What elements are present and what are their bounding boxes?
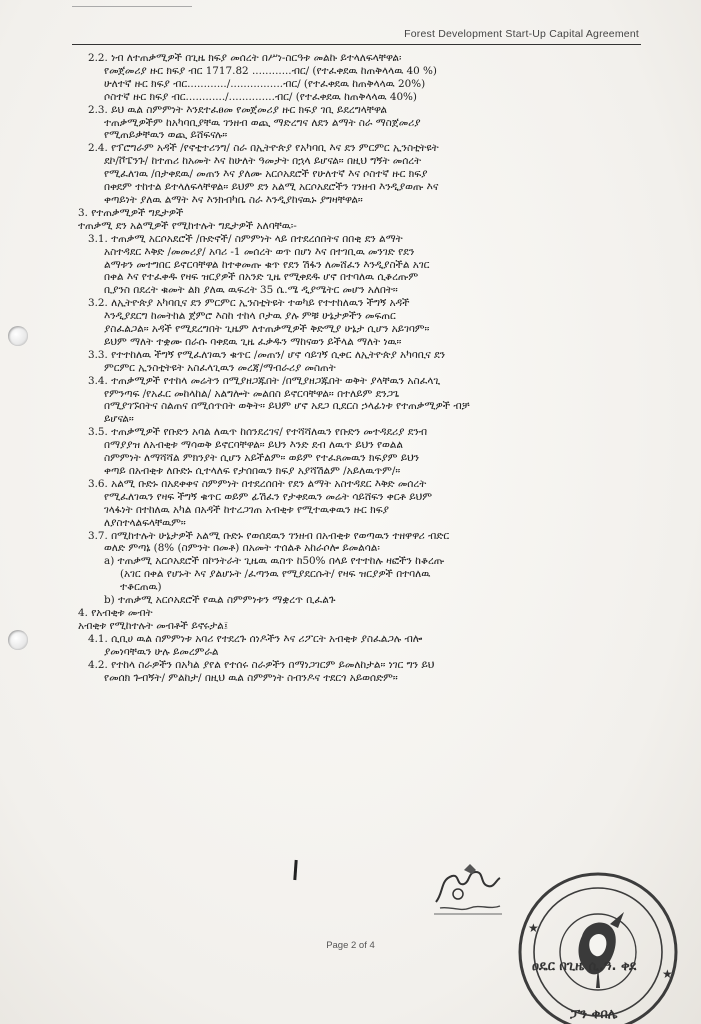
document-line: ልማቱን መተግበር ይኖርባቸዋል ከተቀመጡ ቁጥ የደን ሽፋን ለመሸፈን እንዲያስችል አገር	[104, 258, 430, 271]
scan-edge-mark	[72, 6, 192, 7]
document-line: ሁለተኛ ዙር ክፍያ ብር............/................ብር/ (የተፈቀደዉ ከጠቅላላዉ 20%)	[104, 77, 426, 90]
document-header: Forest Development Start-Up Capital Agreement	[404, 28, 639, 40]
document-line: 3.1. ተጠቃሚ አርሶአደሮች /ቡድኖች/ ስምምነት ላይ በተደረሰበትና በበቂ ደን ልማት	[88, 232, 403, 245]
document-line: 4.2. የተከላ ስራዎችን በአካል ያየል የተሰሩ ስራዎችን በማነጋገርም ይመለከታል። ነገር ግን ይህ	[88, 658, 435, 671]
document-line: ቢያንስ በደረት ቁመት ልክ ያለዉ ዉፍረት 35 ሴ.ሜ ዲያሜትር መሆን አለበት።	[104, 284, 398, 297]
document-line: የሚፈለገዉ /በታቀደዉ/ መጠን እና ያለሙ አርሶአደሮች የሁለተኛ እና ሶስተኛ ዙር ክፍያ	[104, 168, 428, 181]
document-line: 2.2. ነብ ለተጠቃሚዎች በጊዜ ክፍያ መሰረት በሥነ-ስርዓቱ መልኩ ይተላለፍላቸዋል፡	[88, 52, 402, 64]
document-line: 3.7. በሚከተሉት ሁኔታዎች አልሚ ቡድኑ የወሰደዉን ገንዘብ በአብቂቱ የወጣዉን ተዘዋዋሪ ብድር	[88, 529, 450, 542]
document-line: ያመነባቸዉን ሁሉ ይመረምራል	[104, 645, 219, 658]
document-line: አብቂቱ የሚከተሉት መብቶች ይኖሩታል፤	[78, 619, 229, 632]
page-number: Page 2 of 4	[326, 940, 375, 951]
document-line: ሶስተኛ ዙር ክፍያ ብር............/..............ብር/ (የተፈቀደዉ ከጠቅላላዉ 40%)	[104, 90, 417, 103]
document-line: 3. የተጠቃሚዎች ግዴታዎች	[78, 206, 184, 219]
document-line: 2.4. የፕሮግራም አዳች /የኖቲተሪንግ/ ስራ በኢትዮጵያ የአካባቢ እና ደን ምርምር ኢንስቲትዩት	[88, 142, 439, 155]
document-line: 2.3. ይህ ዉል ስምምነት እንደተፈፀመ የመጀመሪያ ዙር ክፍያ ገቢ ይደረግላቸዋል	[88, 103, 387, 116]
document-line: የመሰክ ጉብኝት/ ምልከታ/ በዚህ ዉል ስምምነት ስብንዶና ተደርጎ አይወሰድም።	[104, 671, 398, 684]
document-line: በማያያዝ ለአብቂቱ ማሳወቅ ይኖርባቸዋል። ይህን እንድ ደብ ለዉጥ ይህን የወልል	[104, 439, 403, 452]
punch-hole	[8, 630, 28, 650]
document-line: ይሆናል።	[104, 413, 134, 426]
document-line: ተጠቃሚዎችም ከአካባቢያቸዉ ገንዘብ ወጪ ማድረግና ለደን ልማት ስራ ማስጀመሪያ	[104, 116, 421, 129]
document-line: 3.6. አልሚ ቡድኑ በአደቀቀና ስምምነት በተደረሰበት የደን ልማት አስተዳደር እቅድ መሰረት	[88, 477, 427, 490]
document-line: ወለድ ምጣኔ (8% (ስምንት በመቶ) በአመት ተሰልቶ አከራሶሎ ይመልሳል፡	[104, 542, 380, 555]
document-line: ደኮ/ቮፔንጉ/ ከተጠሪ ከአመት እና ከሁለት ዓመታት በኋላ ይሆናል። በዚህ ግኝት መሰረት	[104, 155, 422, 168]
pen-mark	[293, 860, 297, 880]
document-line: a) ተጠቃሚ አርሶአደሮች በኮንትራት ጊዜዉ ዉስጥ ከ50% በላይ የተተከሉ ዛፎችን ከቆረጡ	[104, 555, 445, 568]
document-line: የምንጣፍ /የአፈር መከላከል/ አልግሎት መልበስ ይኖርባቸዋል። በተለይም ደንጋጌ	[104, 387, 400, 400]
document-line: 3.3. የተተከለዉ ችግኝ የሚፈለገዉን ቁጥር /መጠን/ ሆኖ ሳይገኝ ሲቀር ለኢትዮጵያ አካባቢና ደን	[88, 348, 446, 361]
document-line: የመጀመሪያ ዙር ክፍያ ብር 1717.82 ............ብር/ (የተፈቀደዉ ከጠቅላላዉ 40 %)	[104, 64, 437, 77]
document-line: የሚጠይቃቸዉን ወጪ ይሸፍናሉ።	[104, 129, 228, 142]
document-line: ቀጣይነት ያለዉ ልማት እና እንክብካቤ ስራ እንዲያከናዉኑ ያግዛቸዋል።	[104, 193, 363, 206]
document-line: በቀደም ተከተል ይተላለፍላቸዋል። ይህም ደን አልሚ አርሶአደሮችን ገንዘብ እንዲያወጡ እና	[104, 181, 439, 194]
document-line: ቀጣይ በአብቂቱ ለቡድኑ ሲተላለፍ የታሰበዉን ክፍያ አያሻሽልም /አይለዉጥም/።	[104, 465, 401, 477]
svg-text:★: ★	[662, 967, 673, 981]
document-line: ለያስተላልፍላቸዉም።	[104, 516, 186, 529]
document-line: ምርምር ኢንስቲትዩት አስፈላጊዉን መረጃ/ማብራሪያ መስጠት	[104, 361, 336, 374]
document-body	[64, 52, 639, 684]
document-line: 4. የአብቂቱ መብት	[78, 606, 153, 619]
document-line: b) ተጠቃሚ አርሶአደሮች የዉል ስምምነቱን ማቋረጥ ቢፈልጉ	[104, 594, 336, 607]
document-line: 3.5. ተጠቃሚዎች የቡድን አባል ለዉጥ ከሰንደረገና/ የተሻሻለዉን የቡድን መተዳደሪያ ደንብ	[88, 426, 428, 439]
signature-scribble	[430, 862, 506, 920]
header-rule	[72, 44, 641, 45]
document-line: ተቆርጠዉ)	[120, 581, 162, 594]
document-line: ስምምነት ለማሻሻል ምክንያት ሲሆን አይችልም። ወይም የተፈጸመዉን ክፍያም ይህን	[104, 452, 420, 465]
document-line: ያስፈልጋል። አዳች የሚደረግበት ጊዜም ለተጠቃሚዎች ቅድሚያ ሁኔታ ሲሆን አይገባም።	[104, 323, 430, 336]
document-line: ገላፋነት በተከለዉ አካል በአዳች ከተረጋገጠ አብቂቱ የሚተዉቀዉን ዙር ክፍያ	[104, 503, 389, 516]
document-line: በሚያገኙበትና ስልጠና በሚሰጥበት ወቅት። ይህም ሆኖ አደጋ ቢደርስ ኃላፊነቱ የተጠቃሚዎች ብቻ	[104, 400, 470, 413]
document-line: 3.4. ተጠቃሚዎች የተከላ መሬትን በሚያዘጋጁበት /በሚያዘጋጁበት ወቅት ያላቸዉን አስፈላጊ	[88, 374, 441, 387]
document-line: እንዲያደርግ ከመትከል ጀምሮ እስከ ተከላ ቦታዉ ያሉ ምቹ ሁኔታዎችን መፍጠር	[104, 310, 396, 323]
document-line: (አገር በቀል የሆኑት እና ያልሆኑት /ፈጣንዉ የሚያደርሱት/ የዛፍ ዝርያዎች በተባለዉ	[120, 568, 431, 581]
document-line: የሚፈለገዉን የዛፍ ችግኝ ቁጥር ወይም ፊሽፈን የታቀደዉን መሬት ሳይሸፍን ቀርቶ ይህም	[104, 490, 432, 503]
stamp-bottom-text: ፓን ቀበሌ	[570, 1007, 618, 1022]
document-line: 4.1. ሲቢሀ ዉል ስምምነቱ አባሪ የተደረጉ ሰነዶችን እና ሪፖርት አብቂቱ ያስፈልጋሉ ብሎ	[88, 632, 423, 645]
document-line: ይህም ማለት ተቋሙ በራሱ ባቀደዉ ጊዜ ፈቃዱን ማከናወን ይችላል ማለት ነዉ።	[104, 335, 402, 348]
document-line: ተጠቃሚ ደን አልሚዎች የሚከተሉት ግዴታዎች አለባቸዉ፡-	[78, 219, 297, 232]
svg-text:★: ★	[528, 921, 539, 935]
document-line: አስተዳደር እቅድ /መመሪያ/ አባሪ -1 መሰረት ወጥ በሆነ እና በተገቢዉ መንገድ የደን	[104, 245, 415, 258]
document-line: 3.2. ለኢትዮጵያ አካባቢና ደን ምርምር ኢንስቲትዩት ተወካይ የተተከለዉን ችግኝ አዳች	[88, 297, 410, 310]
stamp-outer-text: ዐዴር በጊዜ ሲ.ዓ. ቀደ	[532, 959, 637, 974]
punch-hole	[8, 326, 28, 346]
document-line: በቀል እና የተፈቀዱ የዛፍ ዝርያዎች በአንድ ጊዜ የሚቀደዱ ሆኖ በተባለዉ ሲቆረጡም	[104, 271, 419, 284]
